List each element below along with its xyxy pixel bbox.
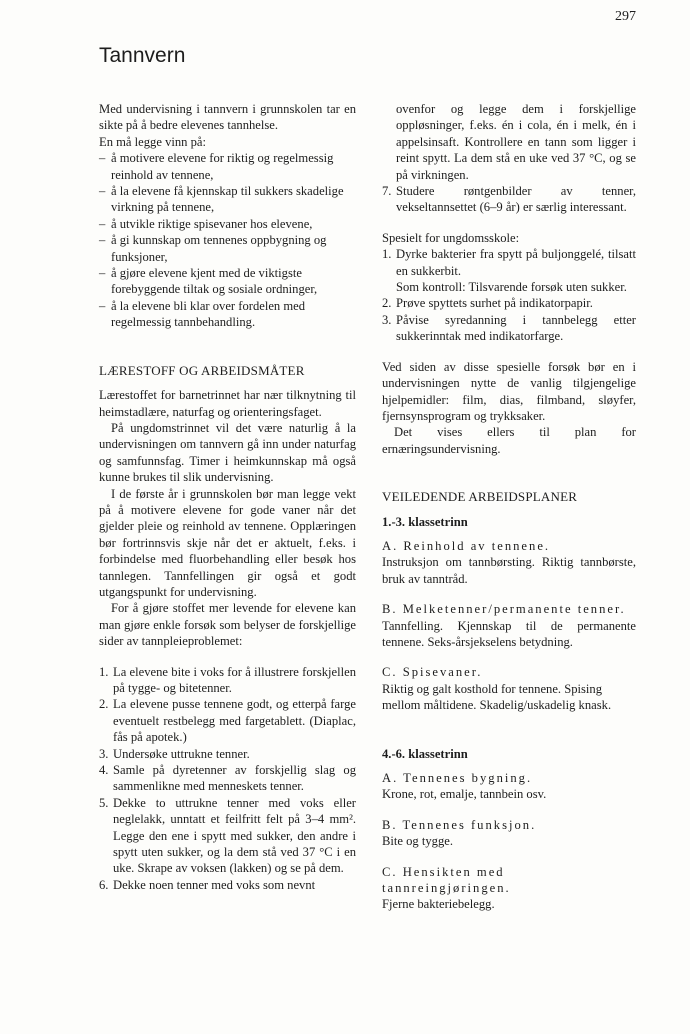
experiment-item: [382, 183, 636, 216]
item-text: La elevene bite i voks for å illustrere forskjellen på tygge- og bitetenner.: [113, 664, 356, 695]
body-paragraph: På ungdomstrinnet vil det være naturlig å la undervisningen om tannvern gå inn under naturfag og samfunnsfag. Timer i heimkunnskap må også kunne brukes til slik undervisning.: [99, 420, 356, 485]
topic-body: Tannfelling. Kjennskap til de permanente tennene. Seks-årsjekselens betydning.: [382, 618, 636, 649]
goals-list: [99, 150, 356, 330]
topic-body: Krone, rot, emalje, tannbein osv.: [382, 787, 547, 802]
intro-paragraph: Med undervisning i tannvern i grunnskolen tar en sikte på å bedre elevenes tannhelse.: [99, 102, 356, 133]
item-text: Undersøke uttrukne tenner.: [113, 746, 250, 761]
grade-heading: 1.-3. klassetrinn: [382, 514, 468, 529]
secondary-list: [382, 246, 636, 344]
page-title: Tannvern: [99, 44, 186, 67]
secondary-item: [382, 295, 636, 311]
experiment-item: [99, 746, 356, 762]
item-text: Dekke noen tenner med voks som nevnt: [113, 877, 316, 892]
item-text: Prøve spyttets surhet på indikatorpapir.: [396, 296, 593, 311]
section-heading: LÆRESTOFF OG ARBEIDSMÅTER: [99, 362, 305, 378]
topic-title: A. Tennenes bygning.: [382, 771, 533, 785]
goal-item: – å gi kunnskap om tennenes oppbygning og funksjoner,: [99, 232, 356, 265]
body-paragraph: For å gjøre stoffet mer levende for elevene kan man gjøre enkle forsøk som belyser de forskjellige sider av tannpleieproblemet:: [99, 601, 356, 649]
item-number: 3.: [382, 312, 392, 327]
goal-item: – å motivere elevene for riktig og regelmessig reinhold av tennene,: [99, 150, 356, 183]
experiment-item: [99, 877, 356, 893]
item-text: Samle på dyretenner av forskjellig slag og sammenlikne med menneskets tenner.: [113, 763, 356, 794]
aids-paragraph: Ved siden av disse spesielle forsøk bør en i undervisningen nytte de vanlig tilgjengelige hjelpemidler: film, dias, filmband, sløyfer, fjernsynsprogram og trykksaker.: [382, 359, 636, 423]
body-paragraph: I de første år i grunnskolen bør man legge vekt på å motivere elevene for gode vaner når det gjelder pleie og reinhold av tennene. Opplæringen bør fortrinnsvis skje når det er aktuelt, f.eks. i forbindelse med fluorbehandling eller besøk hos tannlegen. Tannfellingen gir også et godt utgangspunkt for undervisning.: [99, 486, 356, 599]
item-number: 4.: [99, 763, 109, 778]
experiment-item: [99, 664, 356, 697]
plans-heading: VEILEDENDE ARBEIDSPLANER: [382, 489, 578, 505]
topic-title: C. Spisevaner.: [382, 665, 483, 680]
experiment-list: [99, 664, 356, 894]
experiment-item: [99, 762, 356, 795]
experiment-list-continued: [382, 183, 636, 216]
item-number: 3.: [99, 746, 109, 761]
item-text: Dekke to uttrukne tenner med voks eller neglelakk, unntatt et feilfritt felt på 3–4 mm². Legge den ene i spytt med sukker, den andre i spytt uten sukker, og la dem stå ved 37 °C i en uke. Skrape av voksen (lakken) og se på dem.: [113, 795, 356, 876]
topic-title: B. Melketenner/permanente tenner.: [382, 602, 626, 617]
continued-item-text: ovenfor og legge dem i forskjellige oppløsninger, f.eks. én i cola, én i melk, én i appelsinsaft. Kontrollere en tann som ligger i reint spytt. La dem stå en uke ved 37 °C, og se på virkningen.: [396, 102, 636, 182]
topic-title: B. Tennenes funksjon.: [382, 817, 537, 832]
item-text: La elevene pusse tennene godt, og etterpå farge eventuelt restbelegg med fargetablett. (Diaplac, fås på apotek.): [113, 697, 356, 745]
goal-item: – å utvikle riktige spisevaner hos elevene,: [99, 216, 356, 232]
item-text: Studere røntgenbilder av tenner, vekseltannsettet (6–9 år) er særlig interessant.: [396, 184, 636, 215]
item-text: Dyrke bakterier fra spytt på buljonggelé, tilsatt en sukkerbit.: [396, 247, 636, 278]
secondary-item: [382, 246, 636, 295]
item-number: 7.: [382, 184, 392, 199]
item-number: 1.: [99, 664, 109, 679]
goals-lead: En må legge vinn på:: [99, 134, 207, 149]
goal-item: – å la elevene få kjennskap til sukkers skadelige virkning på tennene,: [99, 183, 356, 216]
topic-title: C. Hensikten med tannreingjøringen.: [382, 864, 511, 896]
right-column: [382, 101, 636, 913]
topic-body: Fjerne bakteriebelegg.: [382, 897, 495, 912]
item-number: 1.: [382, 247, 392, 262]
goal-item: – å gjøre elevene kjent med de viktigste forebyggende tiltak og sosiale ordninger,: [99, 265, 356, 298]
experiment-item: [99, 795, 356, 877]
secondary-item: [382, 312, 636, 345]
secondary-lead: Spesielt for ungdomsskole:: [382, 230, 520, 245]
left-column: [99, 101, 356, 893]
topic-body: Riktig og galt kosthold for tennene. Spising mellom måltidene. Skadelig/uskadelig knask.: [382, 681, 612, 713]
experiment-item: [99, 696, 356, 745]
item-extra: Som kontroll: Tilsvarende forsøk uten sukker.: [396, 280, 627, 295]
item-text: Påvise syredanning i tannbelegg etter sukkerinntak med indikatorfarge.: [396, 312, 636, 344]
page-number: 297: [615, 9, 636, 24]
nutrition-paragraph: Det vises ellers til plan for ernæringsundervisning.: [382, 425, 636, 456]
body-paragraph: Lærestoffet for barnetrinnet har nær tilknytning til heimstadlære, naturfag og orienteringsfaget.: [99, 388, 356, 419]
item-number: 6.: [99, 877, 109, 892]
topic-body: Instruksjon om tannbørsting. Riktig tannbørste, bruk av tanntråd.: [382, 555, 636, 586]
item-number: 2.: [99, 697, 109, 712]
topic-body: Bite og tygge.: [382, 834, 454, 849]
topic-title: A. Reinhold av tennene.: [382, 538, 551, 553]
item-number: 2.: [382, 296, 392, 311]
goal-item: – å la elevene bli klar over fordelen med regelmessig tannbehandling.: [99, 298, 356, 331]
grade-heading: 4.-6. klassetrinn: [382, 746, 468, 761]
item-number: 5.: [99, 795, 109, 810]
